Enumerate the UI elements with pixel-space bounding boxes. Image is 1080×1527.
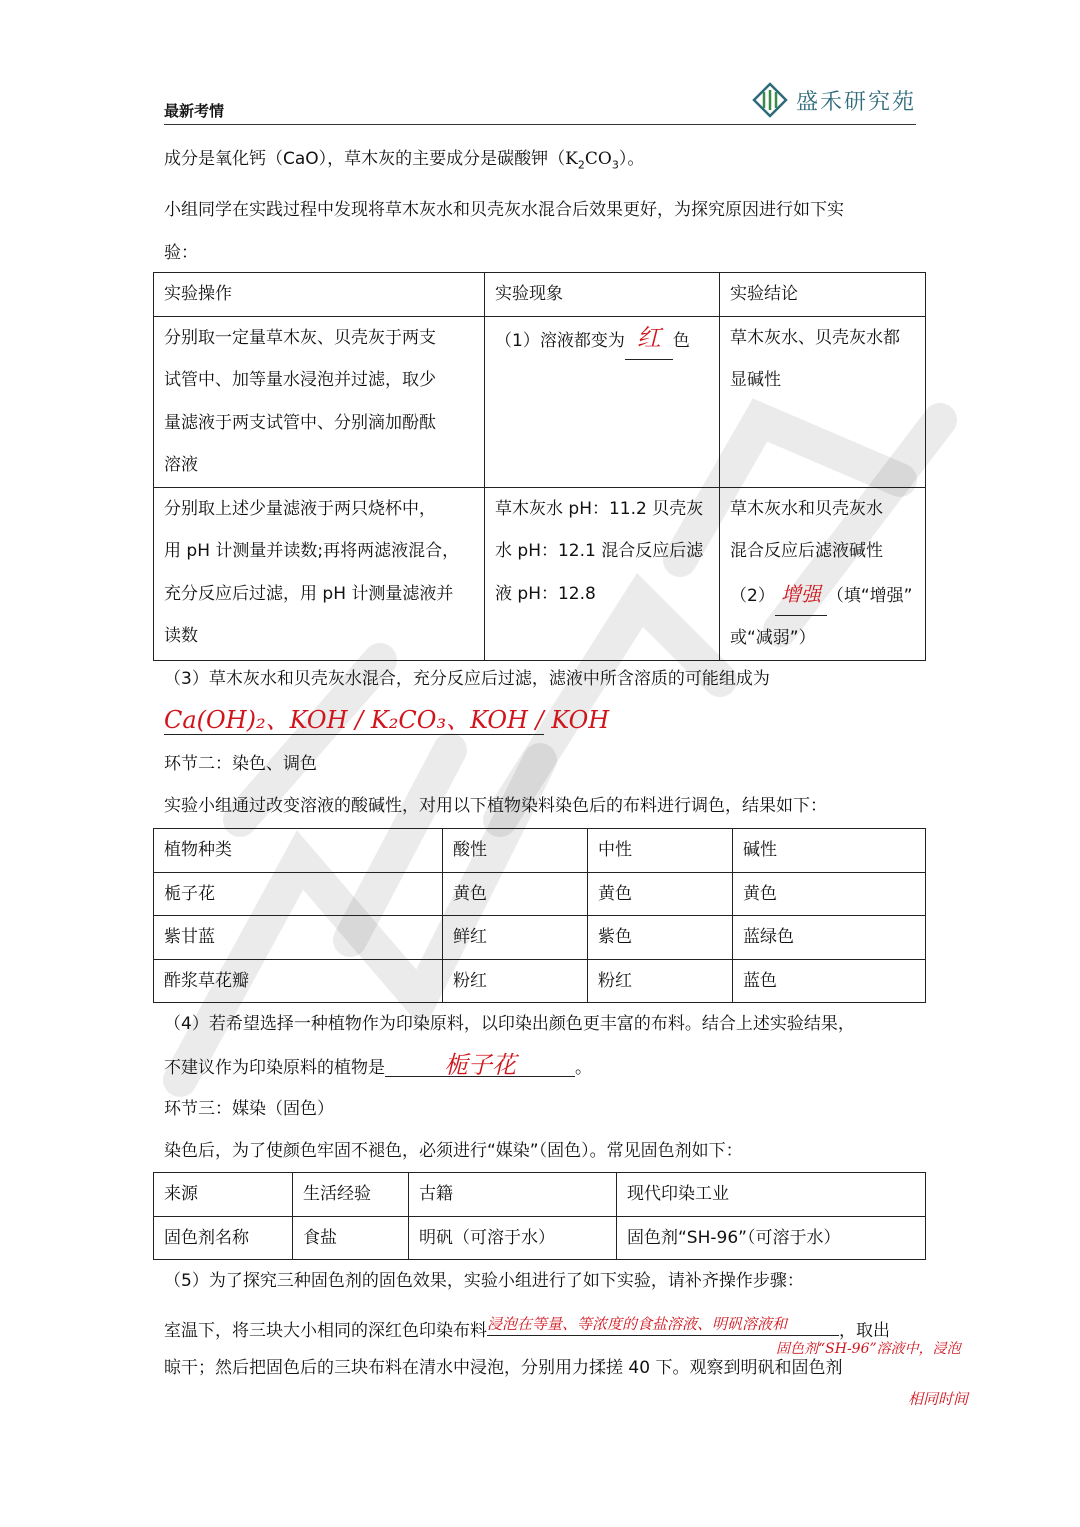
question-4-line-1: （4）若希望选择一种植物作为印染原料，以印染出颜色更丰富的布料。结合上述实验结果， xyxy=(164,1014,855,1034)
table-cell: 现代印染工业 xyxy=(617,1173,926,1217)
phenomenon-cell: 草木灰水 pH：11.2 贝壳灰 水 pH：12.1 混合反应后滤 液 pH：12.8 xyxy=(485,487,720,660)
question-3: （3）草木灰水和贝壳灰水混合，充分反应后过滤，滤液中所含溶质的可能组成为 xyxy=(164,669,770,689)
table-header-cell: 中性 xyxy=(588,829,733,873)
table-cell: 粉红 xyxy=(588,959,733,1003)
table-row xyxy=(154,959,926,1003)
intro-line-1: 成分是氧化钙（CaO），草木灰的主要成分是碳酸钾$(K_2CO_3)$。 xyxy=(164,149,645,172)
table-cell: 黄色 xyxy=(588,872,733,916)
section-3-desc: 染色后，为了使颜色牢固不褪色，必须进行“媒染”（固色）。常见固色剂如下： xyxy=(164,1141,743,1161)
table-header-cell: 实验结论 xyxy=(720,273,926,317)
table-header-cell: 植物种类 xyxy=(154,829,443,873)
table-cell: 生活经验 xyxy=(293,1173,409,1217)
operation-cell: 分别取上述少量滤液于两只烧杯中， 用 pH 计测量并读数;再将两滤液混合， 充分反应后过滤，用 pH 计测量滤液并 读数 xyxy=(154,487,485,660)
table-row xyxy=(154,1173,926,1217)
section-3-title: 环节三：媒染（固色） xyxy=(164,1099,334,1119)
experiment-table xyxy=(153,272,926,661)
table-cell: 紫色 xyxy=(588,916,733,960)
intro-line-2: 小组同学在实践过程中发现将草木灰水和贝壳灰水混合后效果更好，为探究原因进行如下实 xyxy=(164,200,844,220)
answer-5a: 浸泡在等量、等浓度的食盐溶液、明矾溶液和 xyxy=(487,1313,839,1336)
table-header-cell: 酸性 xyxy=(443,829,588,873)
answer-4: 栀子花 xyxy=(385,1054,575,1077)
plant-dye-table xyxy=(153,828,926,1003)
table-cell: 明矾（可溶于水） xyxy=(409,1216,617,1260)
table-row xyxy=(154,316,926,487)
question-5-line-2: 室温下，将三块大小相同的深红色印染布料浸泡在等量、等浓度的食盐溶液、明矾溶液和 ，取出 xyxy=(164,1315,890,1341)
question-4-line-2: 不建议作为印染原料的植物是 栀子花 。 xyxy=(164,1051,592,1079)
section-2-title: 环节二：染色、调色 xyxy=(164,754,317,774)
operation-cell: 分别取一定量草木灰、贝壳灰于两支 试管中、加等量水浸泡并过滤，取少 量滤液于两支试管中、分别滴加酚酞 溶液 xyxy=(154,316,485,487)
table-header-cell: 实验操作 xyxy=(154,273,485,317)
answer-3: Ca(OH)₂、KOH / K₂CO₃、KOH / KOH xyxy=(164,706,610,734)
answer-5c: 相同时间 xyxy=(908,1390,969,1408)
table-cell: 固色剂“SH-96”（可溶于水） xyxy=(617,1216,926,1260)
table-cell: 鲜红 xyxy=(443,916,588,960)
conclusion-cell: 草木灰水和贝壳灰水 混合反应后滤液碱性 （2） 增强 （填“增强” 或“减弱”） xyxy=(720,487,926,660)
table-header-cell: 碱性 xyxy=(733,829,926,873)
table-row xyxy=(154,829,926,873)
answer-1: 红 xyxy=(625,317,673,361)
table-cell: 紫甘蓝 xyxy=(154,916,443,960)
table-cell: 栀子花 xyxy=(154,872,443,916)
table-row xyxy=(154,1216,926,1260)
question-5-line-3: 晾干；然后把固色后的三块布料在清水中浸泡，分别用力揉搓 40 下。观察到明矾和固色剂 xyxy=(164,1358,843,1378)
table-cell: 蓝色 xyxy=(733,959,926,1003)
answer-2: 增强 xyxy=(775,573,827,617)
table-row xyxy=(154,916,926,960)
table-cell: 粉红 xyxy=(443,959,588,1003)
table-cell: 食盐 xyxy=(293,1216,409,1260)
table-cell: 固色剂名称 xyxy=(154,1216,293,1260)
table-cell: 来源 xyxy=(154,1173,293,1217)
header-title: 最新考情 xyxy=(164,102,225,120)
question-5-line-1: （5）为了探究三种固色剂的固色效果，实验小组进行了如下实验，请补齐操作步骤： xyxy=(164,1271,804,1291)
answer-5b: 固色剂“SH-96”溶液中，浸泡 xyxy=(776,1341,961,1357)
table-cell: 蓝绿色 xyxy=(733,916,926,960)
section-2-desc: 实验小组通过改变溶液的酸碱性，对用以下植物染料染色后的布料进行调色，结果如下： xyxy=(164,796,827,816)
table-header-cell: 实验现象 xyxy=(485,273,720,317)
fixative-table xyxy=(153,1172,926,1260)
logo-name: 盛禾研究苑 xyxy=(795,89,916,115)
table-cell: 古籍 xyxy=(409,1173,617,1217)
intro-line-3: 验： xyxy=(164,243,198,263)
table-row xyxy=(154,872,926,916)
table-cell: 黄色 xyxy=(733,872,926,916)
phenomenon-cell: （1）溶液都变为 红 色 xyxy=(485,316,720,487)
conclusion-cell: 草木灰水、贝壳灰水都 显碱性 xyxy=(720,316,926,487)
table-row xyxy=(154,487,926,660)
table-cell: 黄色 xyxy=(443,872,588,916)
table-cell: 酢浆草花瓣 xyxy=(154,959,443,1003)
